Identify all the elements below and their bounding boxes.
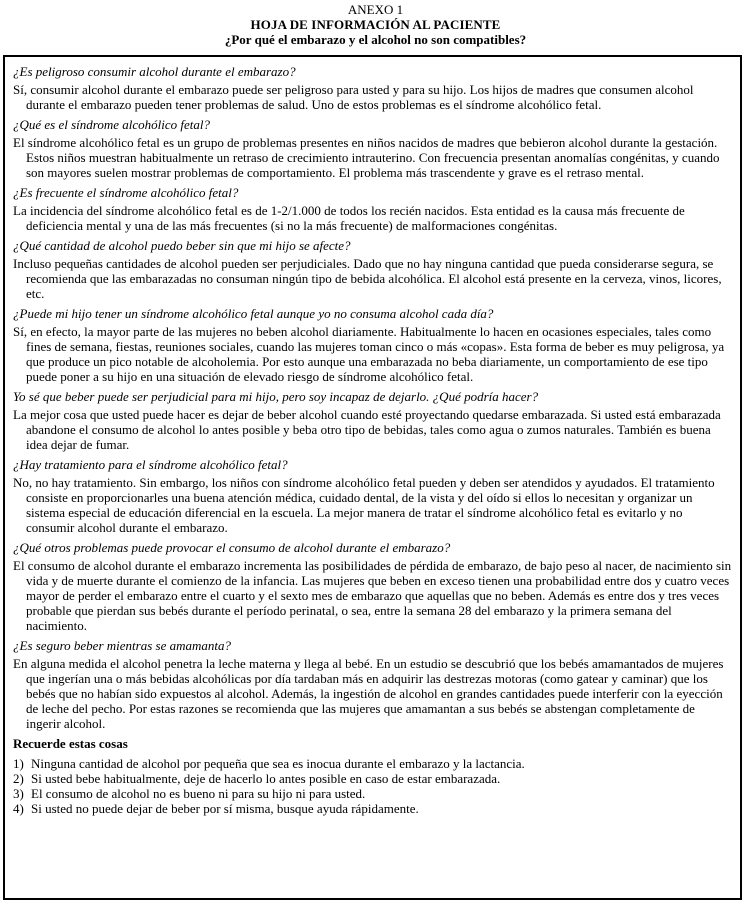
question: ¿Es frecuente el síndrome alcohólico fetal? [13,185,239,200]
remember-item-text: Si usted no puede dejar de beber por sí misma, busque ayuda rápidamente. [31,801,419,816]
question: ¿Qué es el síndrome alcohólico fetal? [13,117,211,132]
remember-item-number: 1) [13,756,24,771]
remember-item-number: 4) [13,801,24,816]
remember-item-text: El consumo de alcohol no es bueno ni para su hijo ni para usted. [31,786,366,801]
question: ¿Qué cantidad de alcohol puedo beber sin que mi hijo se afecte? [13,238,351,253]
annex-label: ANEXO 1 [347,2,404,17]
answer: Incluso pequeñas cantidades de alcohol pueden ser perjudiciales. Dado que no hay ninguna cantidad que pueda considerarse segura, se recomienda que las embarazadas no consuman ningún tipo de bebida alcohólica. El alcohol está presente en la cerveza, vinos, licores, etc. [13,256,722,301]
answer: El consumo de alcohol durante el embarazo incrementa las posibilidades de pérdida de embarazo, de bajo peso al nacer, de nacimiento sin vida y de muerte durante el comienzo de la infancia. Las mujeres que beben en exceso tienen una probabilidad entre dos y cuatro veces mayor de perder el embarazo entre el cuarto y el sexto mes de embarazo que aquellas que no beben. Además es entre dos y tres veces probable que pierdan sus bebés durante el período perinatal, o sea, entre la semana 28 del embarazo y la primera semana del nacimiento. [13,558,732,633]
answer: La mejor cosa que usted puede hacer es dejar de beber alcohol cuando esté proyectando quedarse embarazada. Si usted está embarazada abandone el consumo de alcohol lo antes posible y beba otro tipo de bebidas, tales como agua o zumos naturales. También es buena idea dejar de fumar. [13,407,721,452]
qa-section [13,117,732,180]
answer: El síndrome alcohólico fetal es un grupo de problemas presentes en niños nacidos de madres que bebieron alcohol durante la gestación. Estos niños muestran habitualmente un retraso de crecimiento intrauterino. Con frecuencia presentan anomalías congénitas, y cuando son mayores suelen mostrar problemas de comportamiento. El problema más trascendente y grave es el retraso mental. [13,135,720,180]
remember-item-text: Ninguna cantidad de alcohol por pequeña que sea es inocua durante el embarazo y la lactancia. [31,756,525,771]
remember-item [13,771,732,786]
qa-section [13,64,732,112]
answer: En alguna medida el alcohol penetra la leche materna y llega al bebé. En un estudio se descubrió que los bebés amamantados de mujeres que ingerían una o más bebidas alcohólicas por día tardaban más en adquirir las destrezas motoras (como gatear y caminar) que los bebés que no habían sido expuestos al alcohol. Además, la ingestión de alcohol en grandes cantidades puede interferir con la eyección de leche del pecho. Por estas razones se recomienda que las mujeres que amamantan a sus bebés se abstengan completamente de ingerir alcohol. [13,656,724,731]
qa-section [13,306,732,384]
answer: La incidencia del síndrome alcohólico fetal es de 1-2/1.000 de todos los recién nacidos. Esta entidad es la causa más frecuente de deficiencia mental y una de las más frecuentes (si no la más frecuente) de malformaciones congénitas. [13,203,685,233]
question: ¿Qué otros problemas puede provocar el consumo de alcohol durante el embarazo? [13,540,451,555]
remember-item-number: 2) [13,771,24,786]
qa-section [13,457,732,535]
question: ¿Hay tratamiento para el síndrome alcohólico fetal? [13,457,288,472]
remember-item [13,801,732,816]
remember-item-text: Si usted bebe habitualmente, deje de hacerlo lo antes posible en caso de estar embarazada. [31,771,501,786]
info-box [3,55,742,900]
qa-section [13,638,732,731]
question: ¿Puede mi hijo tener un síndrome alcohólico fetal aunque yo no consuma alcohol cada día? [13,306,494,321]
remember-item [13,786,732,801]
qa-section [13,185,732,233]
answer: Sí, en efecto, la mayor parte de las mujeres no beben alcohol diariamente. Habitualmente lo hacen en ocasiones especiales, tales como fines de semana, fiestas, reuniones sociales, cuando las mujeres toman cinco o más «copas». Esta forma de beber es muy peligrosa, ya que produce un pico notable de alcoholemia. Por esto aunque una embarazada no beba diariamente, un comportamiento de ese tipo puede poner a su hijo en una situación de elevado riesgo de síndrome alcohólico fetal. [13,324,725,384]
remember-item-number: 3) [13,786,24,801]
answer: Sí, consumir alcohol durante el embarazo puede ser peligroso para usted y para su hijo. Los hijos de madres que consumen alcohol durante el embarazo pueden tener problemas de salud. Uno de estos problemas es el síndrome alcohólico fetal. [13,82,694,112]
remember-item [13,756,732,771]
qa-section [13,389,732,452]
remember-title: Recuerde estas cosas [13,736,128,751]
qa-section [13,238,732,301]
question: ¿Es seguro beber mientras se amamanta? [13,638,231,653]
document-subtitle: ¿Por qué el embarazo y el alcohol no son compatibles? [224,32,527,47]
question: ¿Es peligroso consumir alcohol durante el embarazo? [13,64,296,79]
document-title: HOJA DE INFORMACIÓN AL PACIENTE [250,17,501,32]
question: Yo sé que beber puede ser perjudicial para mi hijo, pero soy incapaz de dejarlo. ¿Qué podría hacer? [13,389,539,404]
qa-section [13,540,732,633]
document-header [0,0,751,47]
answer: No, no hay tratamiento. Sin embargo, los niños con síndrome alcohólico fetal pueden y deben ser atendidos y ayudados. El tratamiento consiste en proporcionarles una buena atención médica, cuidado dental, de la vista y del oído si ellos lo necesitan y organizar un sistema especial de educación diferencial en la escuela. La mejor manera de tratar el síndrome alcohólico fetal es evitarlo y no consumir alcohol durante el embarazo. [13,475,715,535]
